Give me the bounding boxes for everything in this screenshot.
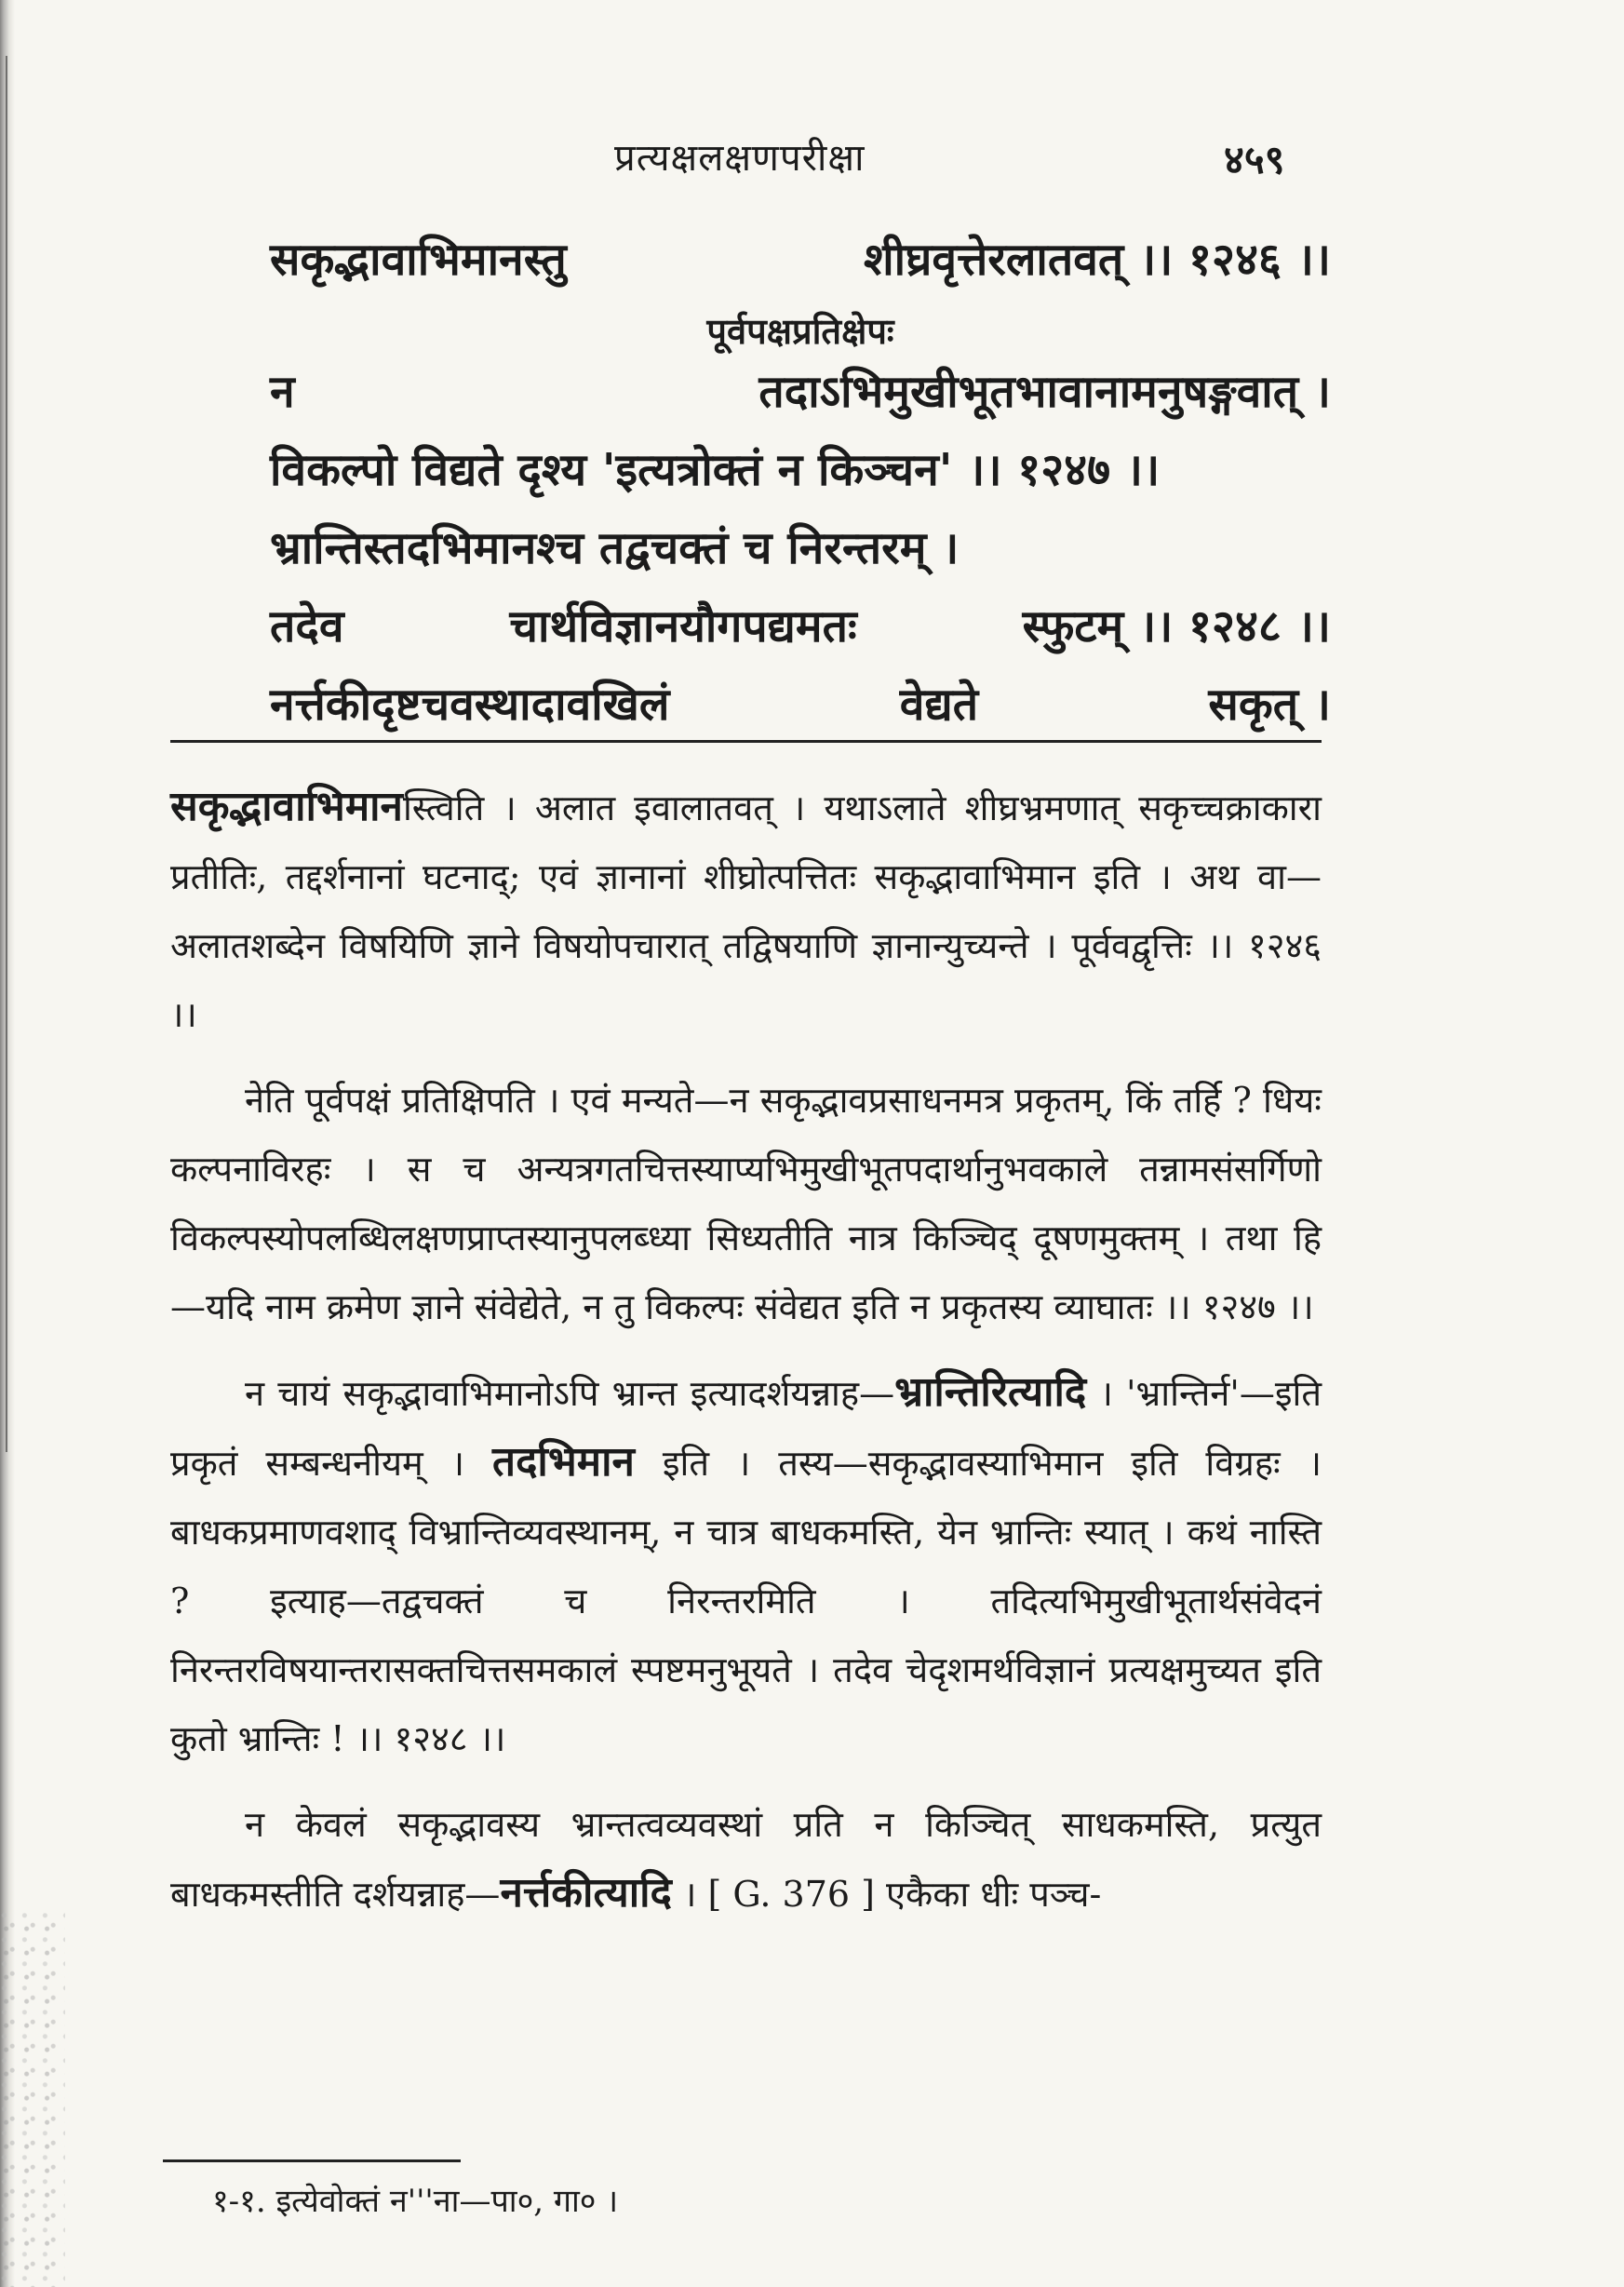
commentary-text: इति । तस्य—सकृद्भावस्याभिमान इति विग्रहः । बाधकप्रमाणवशाद् विभ्रान्तिव्यवस्थानम्, न चात्र बाधकमस्ति, येन भ्रान्तिः स्यात् । कथं नास्ति ? इत्याह—तद्वचक्तं च निरन्तरमिति । तदित्यभिमुखीभूतार्थसंवेदनं निरन्तरविषयान्तरासक्तचित्तसमकालं स्पष्टमनुभूयते । तदेव चेदृशमर्थविज्ञानं प्रत्यक्षमुच्यत इति कुतो भ्रान्तिः ! ।। १२४८ ।। [170, 1443, 1322, 1759]
commentary-text: । 'भ्रान्तिर्न'—इति प्रकृतं सम्बन्धनीयम् । [170, 1373, 1322, 1484]
commentary-paragraph-1246 [170, 773, 1322, 1049]
commentary-text: न केवलं सकृद्भावस्य भ्रान्तत्वव्यवस्थां प्रति न किञ्चित् साधकमस्ति, प्रत्युत बाधकमस्तीति दर्शयन्नाह— [170, 1804, 1322, 1915]
lemma: तदभिमान [491, 1438, 635, 1486]
verse-segment: वेद्यते [899, 679, 979, 731]
verse-subheading: पूर्वपक्षप्रतिक्षेपः [706, 310, 894, 352]
commentary-text: स्त्विति । अलात इवालातवत् । यथाऽलाते शीघ्रभ्रमणात् सकृच्चक्राकारा प्रतीतिः, तद्दर्शनानां घटनाद्; एवं ज्ञानानां शीघ्रोत्पत्तितः सकृद्भावाभिमान इति । अथ वा—अलातशब्देन विषयिणि ज्ञाने विषयोपचारात् तद्विषयाणि ज्ञानान्युच्यन्ते । पूर्ववद्वृत्तिः ।। १२४६ ।। [170, 787, 1322, 1035]
verse-line-1248b [270, 595, 1331, 673]
commentary-text: । [ G. 376 ] एकैका धीः पञ्च- [671, 1874, 1102, 1915]
lemma: सकृद्भावाभिमान [170, 783, 403, 830]
verse-commentary-divider [170, 740, 1322, 743]
verse-line-1246 [270, 228, 1331, 306]
verse-segment: स्फुटम् ।। १२४८ ।। [1022, 600, 1331, 652]
verse-segment: तदाऽभिमुखीभूतभावानामनुषङ्गवात् । [758, 366, 1331, 418]
commentary-paragraph-1247 [170, 1066, 1322, 1341]
verse-segment: भ्रान्तिस्तदभिमानश्च तद्वचक्तं च निरन्तरम् । [270, 522, 960, 574]
verse-segment: तदेव [270, 600, 344, 652]
scan-edge-line [6, 56, 7, 1452]
commentary-paragraph-1248 [170, 1358, 1322, 1773]
verse-segment: नर्त्तकीदृष्टचवस्थादावखिलं [270, 679, 670, 731]
footnote-divider [163, 2159, 461, 2162]
verse-segment: शीघ्रवृत्तेरलातवत् ।। १२४६ ।। [863, 234, 1331, 286]
verse-segment: चार्थविज्ञानयौगपद्यमतः [509, 600, 857, 652]
verse-line-1248a [270, 517, 1331, 595]
verse-segment: सकृद्भावाभिमानस्तु [270, 234, 567, 286]
commentary [170, 773, 1322, 1945]
commentary-paragraph-1249 [170, 1790, 1322, 1929]
page-number: ४५९ [1224, 137, 1285, 182]
lemma: नर्त्तकीत्यादि [500, 1869, 672, 1917]
verse-line-1247b [270, 438, 1331, 517]
commentary-text: नेति पूर्वपक्षं प्रतिक्षिपति । एवं मन्यते—न सकृद्भावप्रसाधनमत्र प्रकृतम्, किं तर्हि ? धियः कल्पनाविरहः । स च अन्यत्रगतचित्तस्याप्यभिमुखीभूतपदार्थानुभवकाले तन्नामसंसर्गिणो विकल्पस्योपलब्धिलक्षणप्राप्तस्यानुपलब्ध्या सिध्यतीति नात्र किञ्चिद् दूषणमुक्तम् । तथा हि—यदि नाम क्रमेण ज्ञाने संवेद्येते, न तु विकल्पः संवेद्यत इति न प्रकृतस्य व्याघातः ।। १२४७ ।। [170, 1080, 1322, 1327]
commentary-text: न चायं सकृद्भावाभिमानोऽपि भ्रान्त इत्यादर्शयन्नाह— [245, 1373, 895, 1414]
running-head: प्रत्यक्षलक्षणपरीक्षा [614, 137, 866, 180]
verse-segment: विकल्पो विद्यते दृश्य 'इत्यत्रोक्तं न किञ्चन' ।। १२४७ ।। [270, 444, 1161, 496]
scan-edge-speckle [0, 1908, 65, 2287]
lemma: भ्रान्तिरित्यादि [894, 1368, 1087, 1416]
verse-block [270, 228, 1331, 751]
verse-segment: सकृत् । [1208, 679, 1331, 731]
verse-line-1247a [270, 360, 1331, 438]
verse-segment: न [270, 366, 295, 418]
footnote: १-१. इत्येवोक्तं न'''ना—पा०, गा० । [212, 2183, 619, 2220]
